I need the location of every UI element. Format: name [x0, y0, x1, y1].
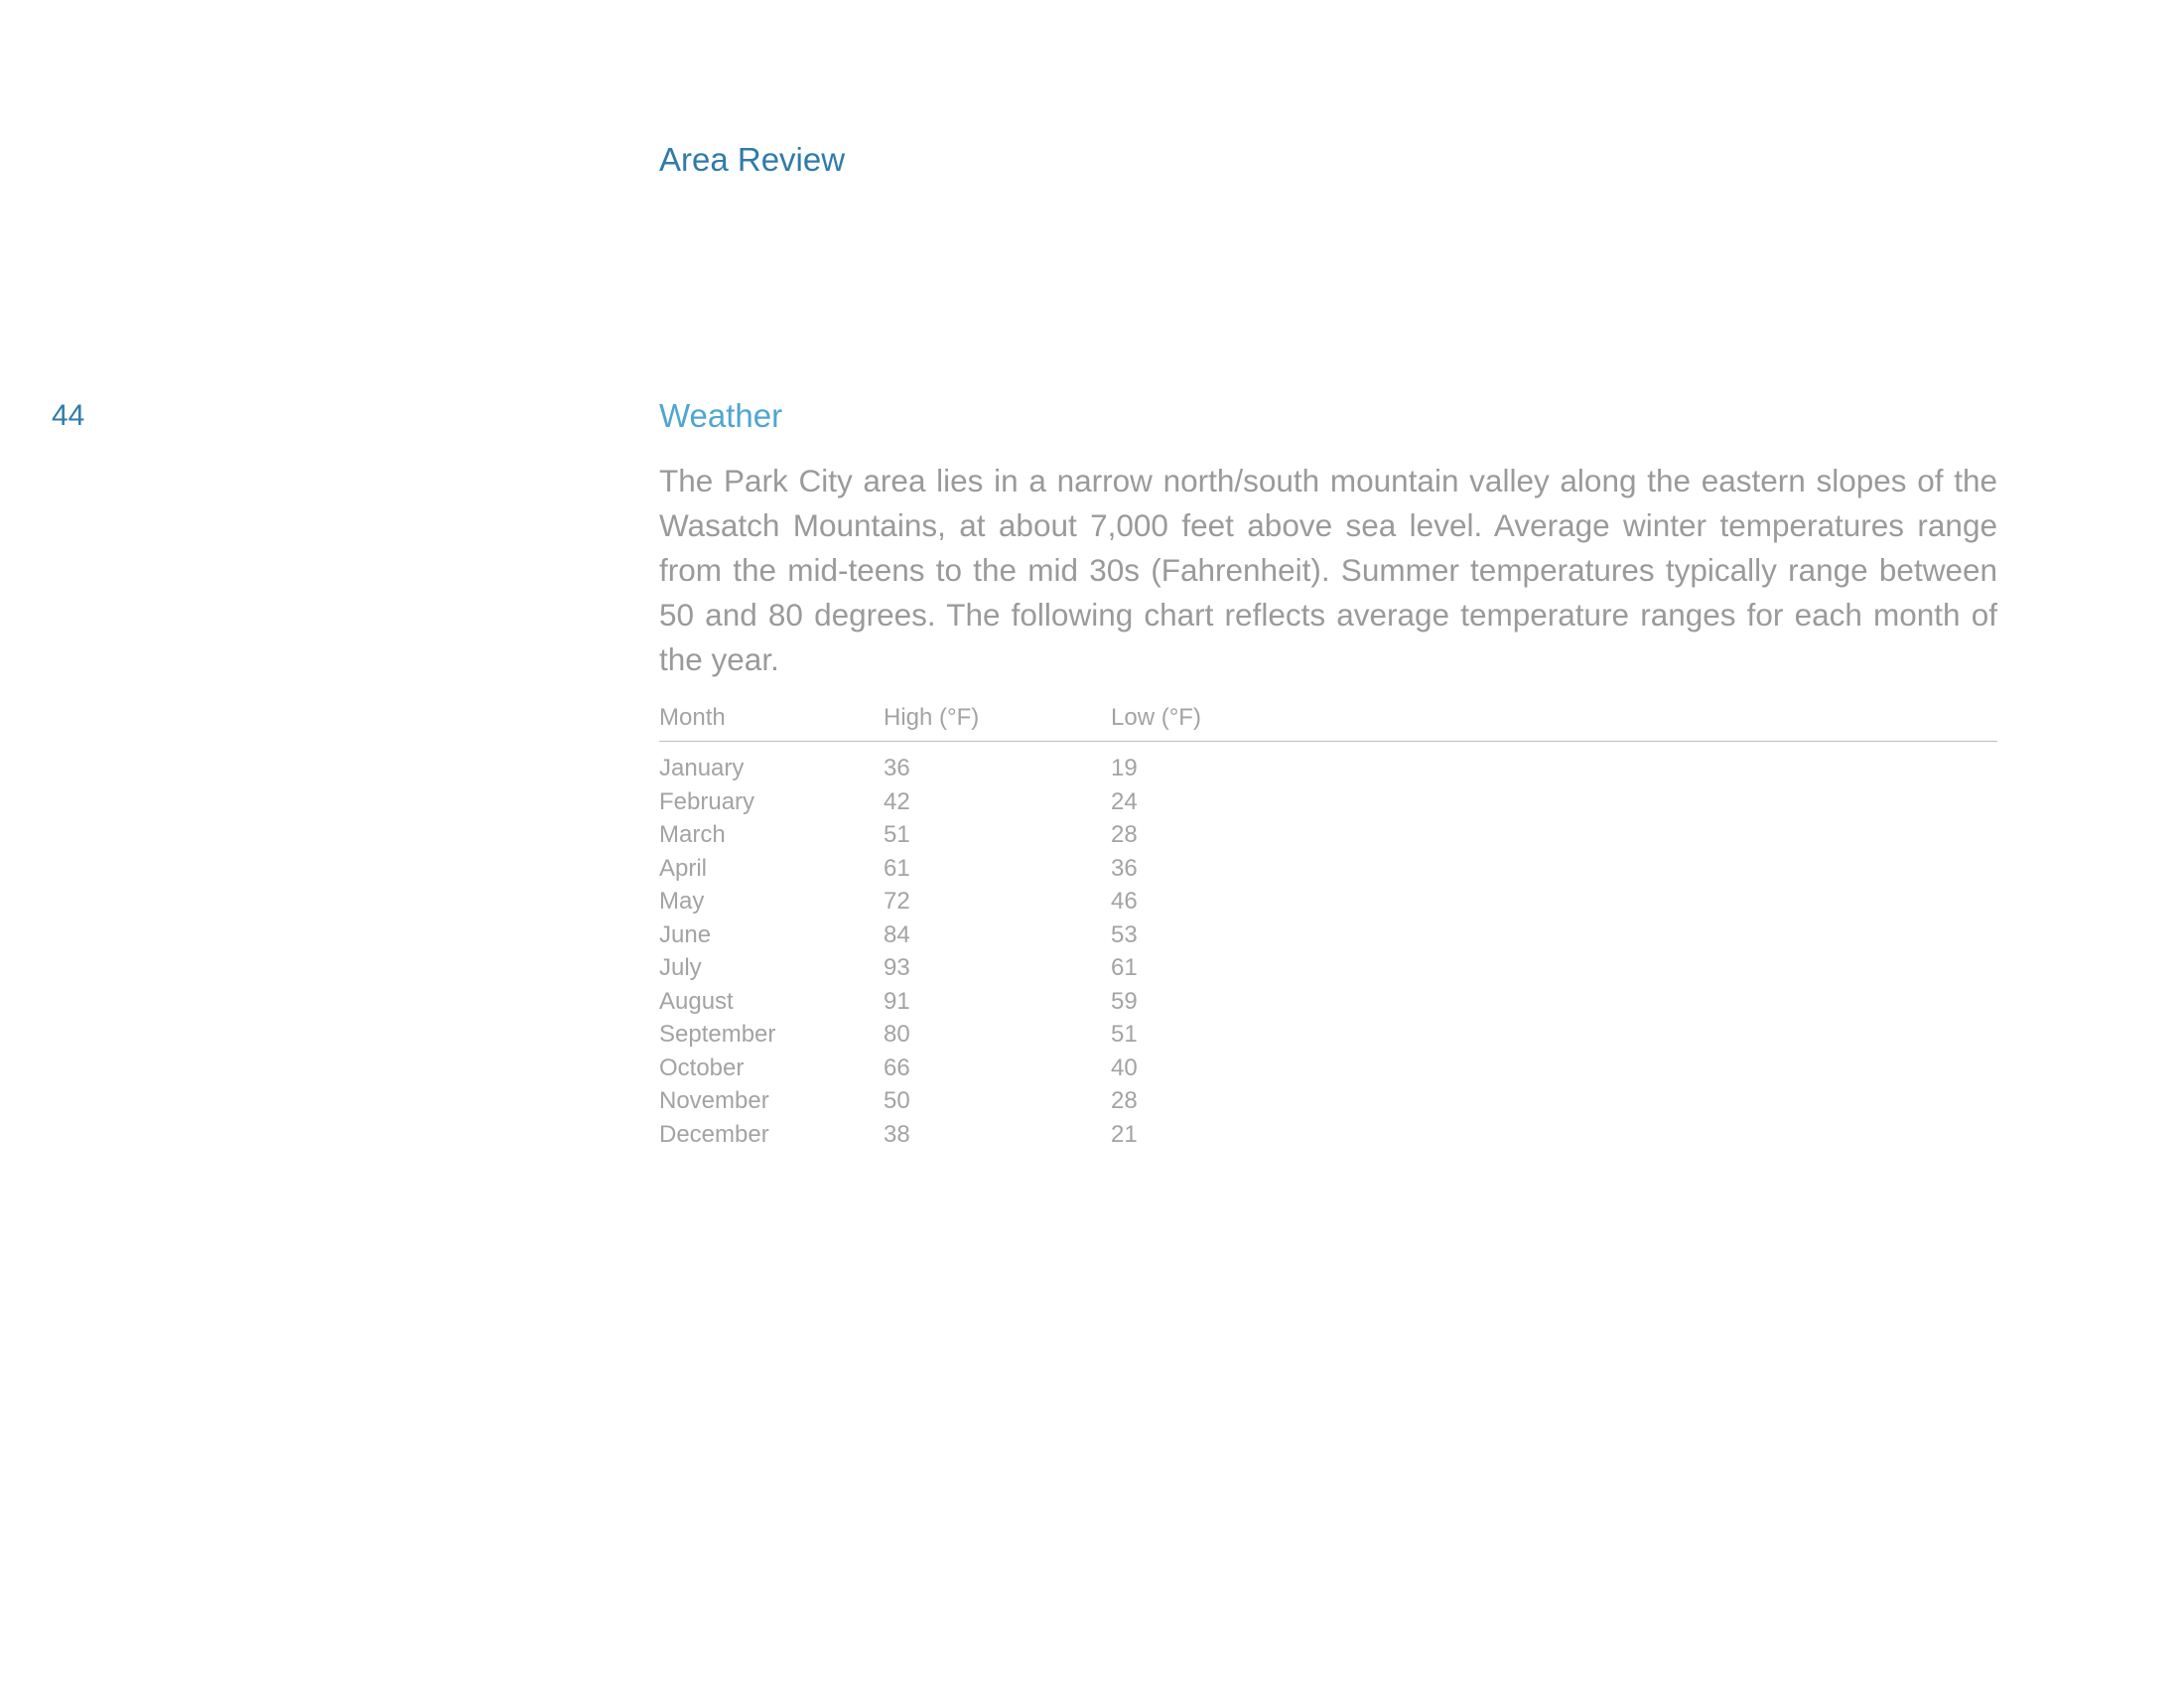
table-row [659, 818, 1997, 852]
column-header-low: Low (°F) [1111, 704, 1201, 731]
section-header: Area Review [659, 141, 846, 178]
month-cell: April [659, 854, 708, 882]
month-cell: January [659, 755, 745, 781]
high-cell: 51 [884, 821, 910, 848]
body-paragraph: The Park City area lies in a narrow north/south mountain valley along the eastern slopes of the Wasatch Mountains, at about 7,000 feet above sea level. Average winter temperatures range from the mid-teens to the mid 30s (Fahrenheit). Summer temperatures typically range between 50 and 80 degrees. The following chart reflects average temperature ranges for each month of the year. [659, 463, 1997, 677]
high-cell: 84 [884, 920, 910, 948]
month-cell: February [659, 787, 755, 815]
month-cell: March [659, 821, 726, 848]
table-row [659, 918, 1997, 952]
month-cell: August [659, 987, 734, 1015]
table-row [659, 1018, 1997, 1052]
high-cell: 38 [884, 1120, 910, 1148]
low-cell: 61 [1111, 954, 1138, 981]
table-row [659, 1084, 1997, 1118]
month-cell: November [659, 1087, 769, 1114]
table-row [659, 752, 1997, 785]
section-title: Weather [659, 397, 783, 434]
high-cell: 42 [884, 787, 910, 815]
low-cell: 51 [1111, 1021, 1138, 1048]
table-row [659, 1052, 1997, 1085]
low-cell: 46 [1111, 888, 1138, 914]
low-cell: 53 [1111, 920, 1138, 948]
temperature-table [659, 701, 1997, 1151]
column-header-high: High (°F) [884, 704, 980, 731]
month-cell: December [659, 1120, 769, 1148]
high-cell: 91 [884, 987, 910, 1015]
high-cell: 66 [884, 1054, 910, 1081]
month-cell: September [659, 1021, 776, 1048]
high-cell: 80 [884, 1021, 910, 1048]
month-cell: October [659, 1054, 745, 1081]
low-cell: 28 [1111, 1087, 1138, 1114]
table-row [659, 951, 1997, 985]
high-cell: 61 [884, 854, 910, 882]
low-cell: 28 [1111, 821, 1138, 848]
low-cell: 59 [1111, 987, 1138, 1015]
low-cell: 21 [1111, 1120, 1138, 1148]
month-cell: July [659, 954, 702, 981]
table-row [659, 785, 1997, 819]
month-cell: May [659, 888, 705, 914]
table-body [659, 742, 1997, 1151]
page-number: 44 [52, 399, 85, 432]
table-row [659, 985, 1997, 1019]
high-cell: 72 [884, 888, 910, 914]
table-row [659, 885, 1997, 918]
column-header-month: Month [659, 704, 726, 731]
table-row [659, 1118, 1997, 1152]
low-cell: 24 [1111, 787, 1138, 815]
low-cell: 36 [1111, 854, 1138, 882]
low-cell: 19 [1111, 755, 1138, 781]
low-cell: 40 [1111, 1054, 1138, 1081]
high-cell: 36 [884, 755, 910, 781]
month-cell: June [659, 920, 712, 948]
table-row [659, 852, 1997, 886]
high-cell: 93 [884, 954, 910, 981]
high-cell: 50 [884, 1087, 910, 1114]
table-header [659, 701, 1997, 742]
